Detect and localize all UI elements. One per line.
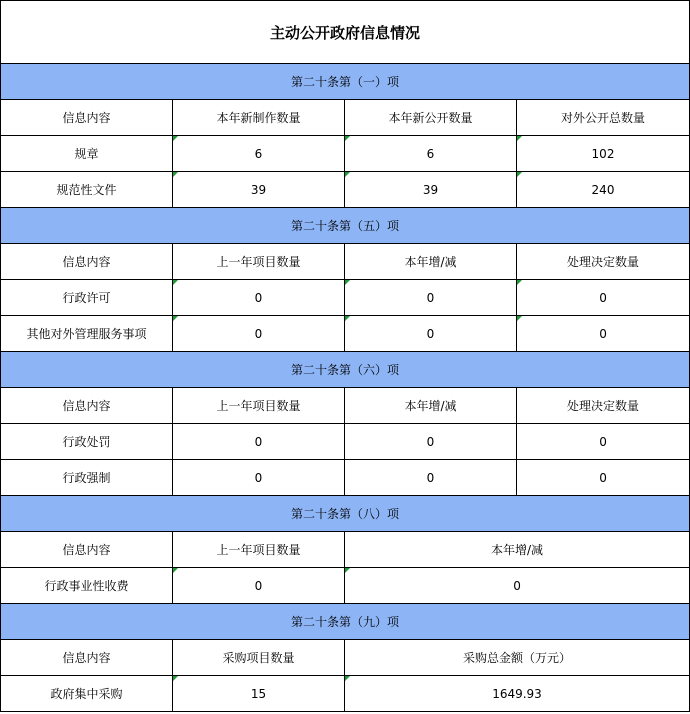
row-label: 规章 [1, 136, 173, 172]
column-header: 上一年项目数量 [173, 244, 345, 280]
header-row [1, 532, 690, 568]
header-row [1, 388, 690, 424]
row-label: 行政许可 [1, 280, 173, 316]
header-row [1, 100, 690, 136]
table-row [1, 172, 690, 208]
section-heading-row [1, 496, 690, 532]
column-header: 本年增/减 [345, 244, 517, 280]
table-cell: 0 [173, 460, 345, 496]
table-cell: 15 [173, 676, 345, 712]
row-label: 行政事业性收费 [1, 568, 173, 604]
column-header: 处理决定数量 [517, 244, 690, 280]
section-heading-row [1, 604, 690, 640]
row-label: 行政强制 [1, 460, 173, 496]
column-header: 信息内容 [1, 100, 173, 136]
table-cell: 0 [517, 280, 690, 316]
table-row [1, 568, 690, 604]
column-header: 信息内容 [1, 640, 173, 676]
table-cell: 0 [517, 424, 690, 460]
section-heading: 第二十条第（八）项 [1, 496, 690, 532]
section-heading: 第二十条第（一）项 [1, 64, 690, 100]
column-header: 信息内容 [1, 532, 173, 568]
column-header: 信息内容 [1, 244, 173, 280]
table-cell: 6 [345, 136, 517, 172]
column-header: 对外公开总数量 [517, 100, 690, 136]
header-row [1, 244, 690, 280]
table-cell: 39 [345, 172, 517, 208]
table-cell: 0 [345, 424, 517, 460]
table-cell: 6 [173, 136, 345, 172]
row-label: 规范性文件 [1, 172, 173, 208]
table-cell: 0 [345, 280, 517, 316]
table-cell: 0 [345, 316, 517, 352]
column-header: 信息内容 [1, 388, 173, 424]
row-label: 行政处罚 [1, 424, 173, 460]
table-row [1, 676, 690, 712]
header-row [1, 640, 690, 676]
column-header: 上一年项目数量 [173, 388, 345, 424]
table-cell: 0 [517, 460, 690, 496]
section-heading-row [1, 64, 690, 100]
column-header: 本年增/减 [345, 388, 517, 424]
table-cell: 0 [173, 316, 345, 352]
table-cell: 240 [517, 172, 690, 208]
table-row [1, 424, 690, 460]
table-cell: 1649.93 [345, 676, 690, 712]
section-heading: 第二十条第（六）项 [1, 352, 690, 388]
column-header: 上一年项目数量 [173, 532, 345, 568]
column-header: 采购项目数量 [173, 640, 345, 676]
column-header: 本年新制作数量 [173, 100, 345, 136]
section-heading-row [1, 208, 690, 244]
table-cell: 0 [345, 568, 690, 604]
row-label: 政府集中采购 [1, 676, 173, 712]
column-header: 本年新公开数量 [345, 100, 517, 136]
table-row [1, 316, 690, 352]
table-cell: 0 [173, 424, 345, 460]
table-cell: 0 [173, 568, 345, 604]
column-header: 处理决定数量 [517, 388, 690, 424]
row-label: 其他对外管理服务事项 [1, 316, 173, 352]
table-row [1, 136, 690, 172]
section-heading-row [1, 352, 690, 388]
table-title-row [1, 1, 690, 64]
table-title: 主动公开政府信息情况 [1, 1, 690, 64]
column-header: 本年增/减 [345, 532, 690, 568]
table-cell: 0 [517, 316, 690, 352]
table-row [1, 280, 690, 316]
table-cell: 0 [345, 460, 517, 496]
table-row [1, 460, 690, 496]
table-cell: 102 [517, 136, 690, 172]
section-heading: 第二十条第（五）项 [1, 208, 690, 244]
table-cell: 0 [173, 280, 345, 316]
table-cell: 39 [173, 172, 345, 208]
section-heading: 第二十条第（九）项 [1, 604, 690, 640]
column-header: 采购总金额（万元） [345, 640, 690, 676]
